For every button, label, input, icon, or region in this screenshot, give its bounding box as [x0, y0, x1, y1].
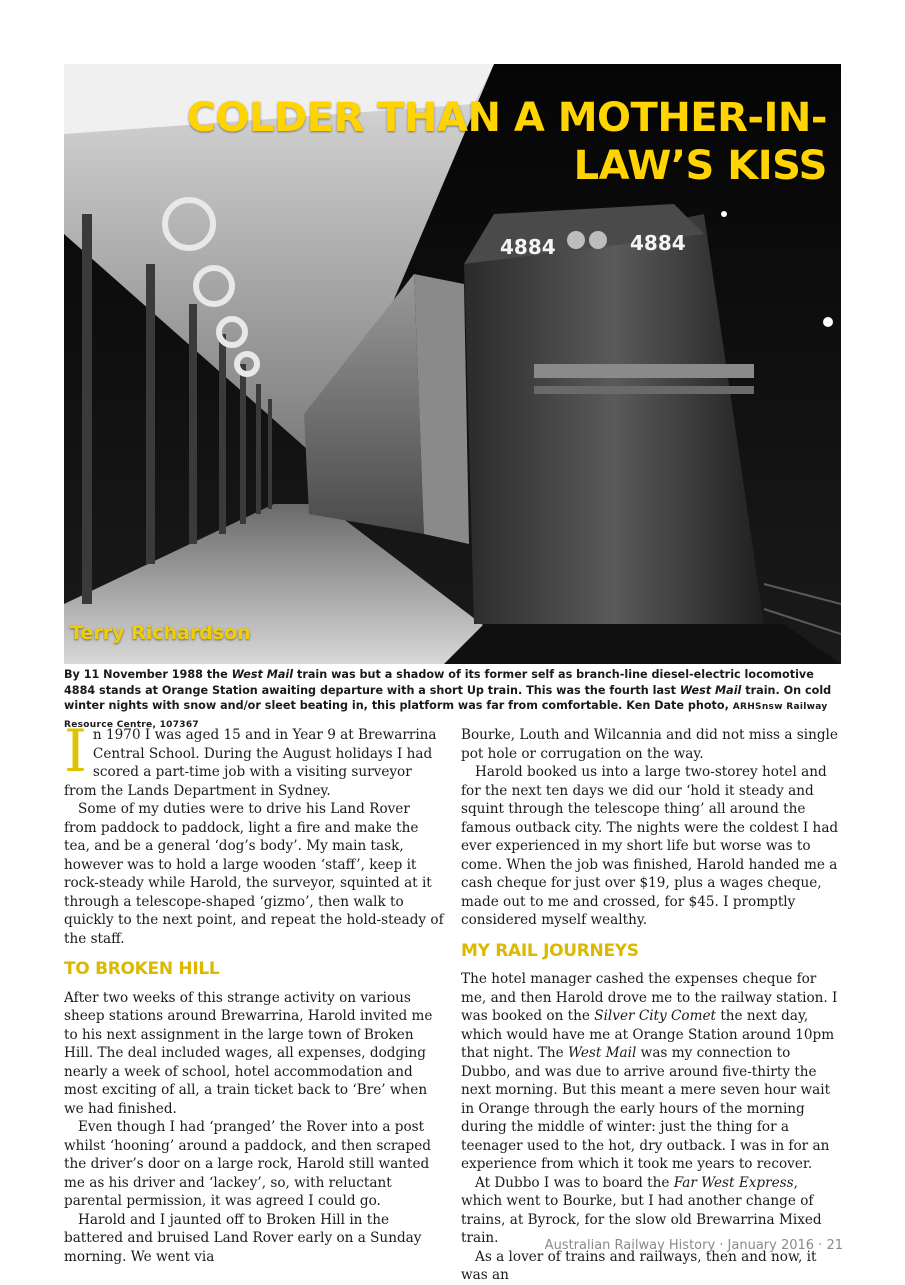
paragraph-text: the next day, which would have me at Orange Station around 10pm that night. The — [461, 1008, 835, 1061]
paragraph-text: The hotel manager cashed the expenses cheque for me, and then Harold drove me to the railway station. I was booked on the — [461, 971, 838, 1024]
paragraph: Even though I had ‘pranged’ the Rover into a post whilst ‘hooning’ around a paddock, and then scraped the driver’s door on a large rock, Harold still wanted me as his driver and ‘lackey’, so, with reluctant parental permission, it was agreed I could go. — [64, 1119, 431, 1209]
paragraph: Harold booked us into a large two-storey hotel and for the next ten days we did our ‘hold it steady and squint through the telescope thing’ all around the famous outback city. The nights were the coldest I had ever experienced in my short life but worse was to come. When the job was finished, Harold handed me a cash cheque for just over $19, plus a wages cheque, made out to me and crossed, for $45. I promptly considered myself wealthy. — [461, 764, 839, 928]
caption-text: train. On cold winter nights with snow and/or sleet beating in, this platform was far from comfortable. Ken Date photo, — [64, 683, 832, 712]
loco-number-left: 4884 — [500, 235, 556, 259]
cover-photo — [64, 64, 841, 664]
caption-text: By 11 November 1988 the — [64, 668, 232, 681]
photo-caption — [64, 667, 844, 733]
caption-train-name: West Mail — [679, 683, 742, 697]
caption-text: train was but a shadow of its former self as branch-line diesel-electric locomotive 4884 stands at Orange Station awaiting departure with a short Up train. This was the fourth last — [64, 668, 814, 697]
loco-number-right: 4884 — [630, 231, 686, 255]
train-name: Far West Express — [673, 1174, 794, 1191]
distant-light — [721, 211, 727, 217]
paragraph: Bourke, Louth and Wilcannia and did not miss a single pot hole or corrugation on the way. — [461, 727, 838, 762]
photo-reference: , 107367 — [152, 719, 199, 730]
photo-credit: ARHSnsw Railway Resource Centre — [64, 702, 828, 730]
section-heading: TO BROKEN HILL — [64, 959, 220, 979]
headlight — [567, 231, 585, 249]
paragraph — [461, 1174, 841, 1248]
train-name: West Mail — [567, 1045, 637, 1061]
article-column-right — [461, 726, 841, 1285]
article-title: COLDER THAN A MOTHER-IN-LAW’S KISS — [186, 95, 827, 189]
page-footer: Australian Railway History · January 2016 · 21 — [544, 1238, 843, 1253]
paragraph: Some of my duties were to drive his Land Rover from paddock to paddock, light a fire and make the tea, and be a general ‘dog’s body’. My main task, however was to hold a large wooden ‘staff’, keep it rock-steady while Harold, the surveyor, squinted at it through a telescope-shaped ‘gizmo’, then walk to quickly to the next point, and repeat the hold-steady of the staff. — [64, 801, 444, 947]
headlight — [589, 231, 607, 249]
drop-cap: I — [64, 717, 87, 785]
paragraph-text: At Dubbo I was to board the — [475, 1174, 674, 1191]
caption-train-name: West Mail — [231, 668, 294, 681]
article-author: Terry Richardson — [70, 622, 251, 644]
train-name: Silver City Comet — [594, 1008, 717, 1024]
paragraph-text: was my connection to Dubbo, and was due to arrive around five-thirty the next morning. But this meant a mere seven hour wait in Orange through the early hours of the morning during the middle of winter: just the thing for a teenager used to the hot, dry outback. I was in for an experience from which it took me years to recover. — [461, 1045, 831, 1172]
distant-light — [823, 317, 833, 327]
paragraph: After two weeks of this strange activity on various sheep stations around Brewarrina, Harold invited me to his next assignment in the large town of Broken Hill. The deal included wages, all expenses, dodging nearly a week of school, hotel accommodation and most exciting of all, a train ticket back to ‘Bre’ when we had finished. — [64, 989, 433, 1117]
section-heading: MY RAIL JOURNEYS — [461, 940, 639, 961]
paragraph: Harold and I jaunted off to Broken Hill in the battered and bruised Land Rover early on a Sunday morning. We went via — [64, 1211, 422, 1265]
paragraph: As a lover of trains and railways, then and now, it was an — [461, 1248, 817, 1283]
paragraph-text: , which went to Bourke, but I had another change of trains, at Byrock, for the slow old Brewarrina Mixed train. — [461, 1174, 822, 1246]
paragraph-text: n 1970 I was aged 15 and in Year 9 at Brewarrina Central School. During the August holidays I had scored a part-time job with a visiting surveyor from the Lands Department in Sydney. — [64, 727, 437, 799]
paragraph — [461, 970, 841, 1174]
